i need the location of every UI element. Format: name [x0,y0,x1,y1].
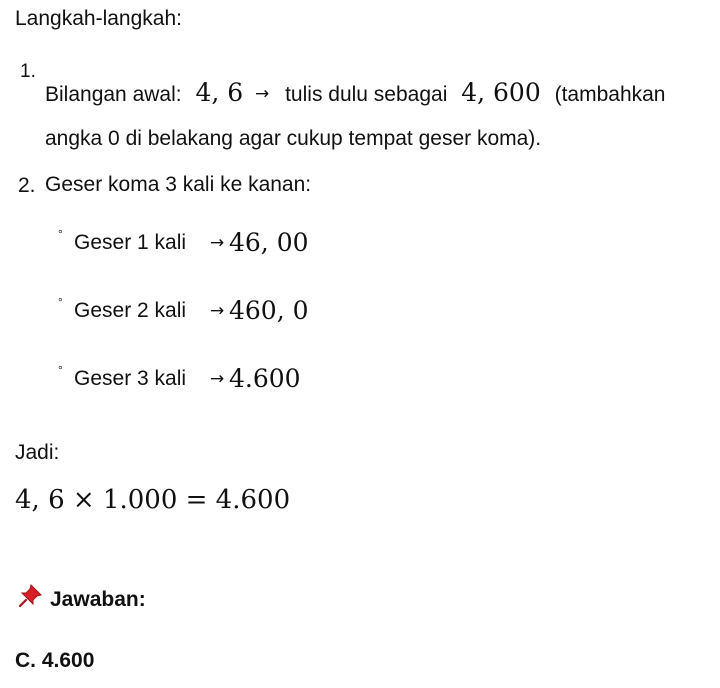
conclusion-equation: 4, 6 × 1.000 = 4.600 [15,485,291,515]
arrow-icon: → [210,369,225,389]
substep-value: 4.600 [229,364,301,393]
substep-value: 460, 0 [229,296,309,325]
arrow-icon: → [210,233,225,253]
step-number: 1. [20,61,36,82]
answer-label: Jawaban: [50,588,146,611]
bullet-icon: ° [58,363,63,377]
step-text: tulis dulu sebagai [285,83,448,106]
arrow-icon: → [210,301,225,321]
bullet-icon: ° [58,295,63,309]
substep-label: Geser 2 kali [74,299,187,322]
heading: Langkah-langkah: [15,7,182,30]
bullet-icon: ° [58,227,63,241]
substep-value: 46, 00 [229,228,309,257]
substep-label: Geser 1 kali [74,231,187,254]
conclusion-label: Jadi: [15,441,60,464]
pushpin-icon [15,583,43,611]
math-value: 4, 600 [461,78,541,107]
step-text: (tambahkan [554,83,666,106]
step-number: 2. [18,174,36,197]
step-1-line-1 [45,80,666,105]
arrow-icon: → [255,84,270,104]
answer-value: C. 4.600 [15,649,95,672]
substep-label: Geser 3 kali [74,367,187,390]
math-value: 4, 6 [195,78,244,107]
step-1-line-2: angka 0 di belakang agar cukup tempat geser koma). [45,127,542,150]
step-text: Bilangan awal: [45,83,182,106]
step-2-line-1: Geser koma 3 kali ke kanan: [45,173,312,196]
